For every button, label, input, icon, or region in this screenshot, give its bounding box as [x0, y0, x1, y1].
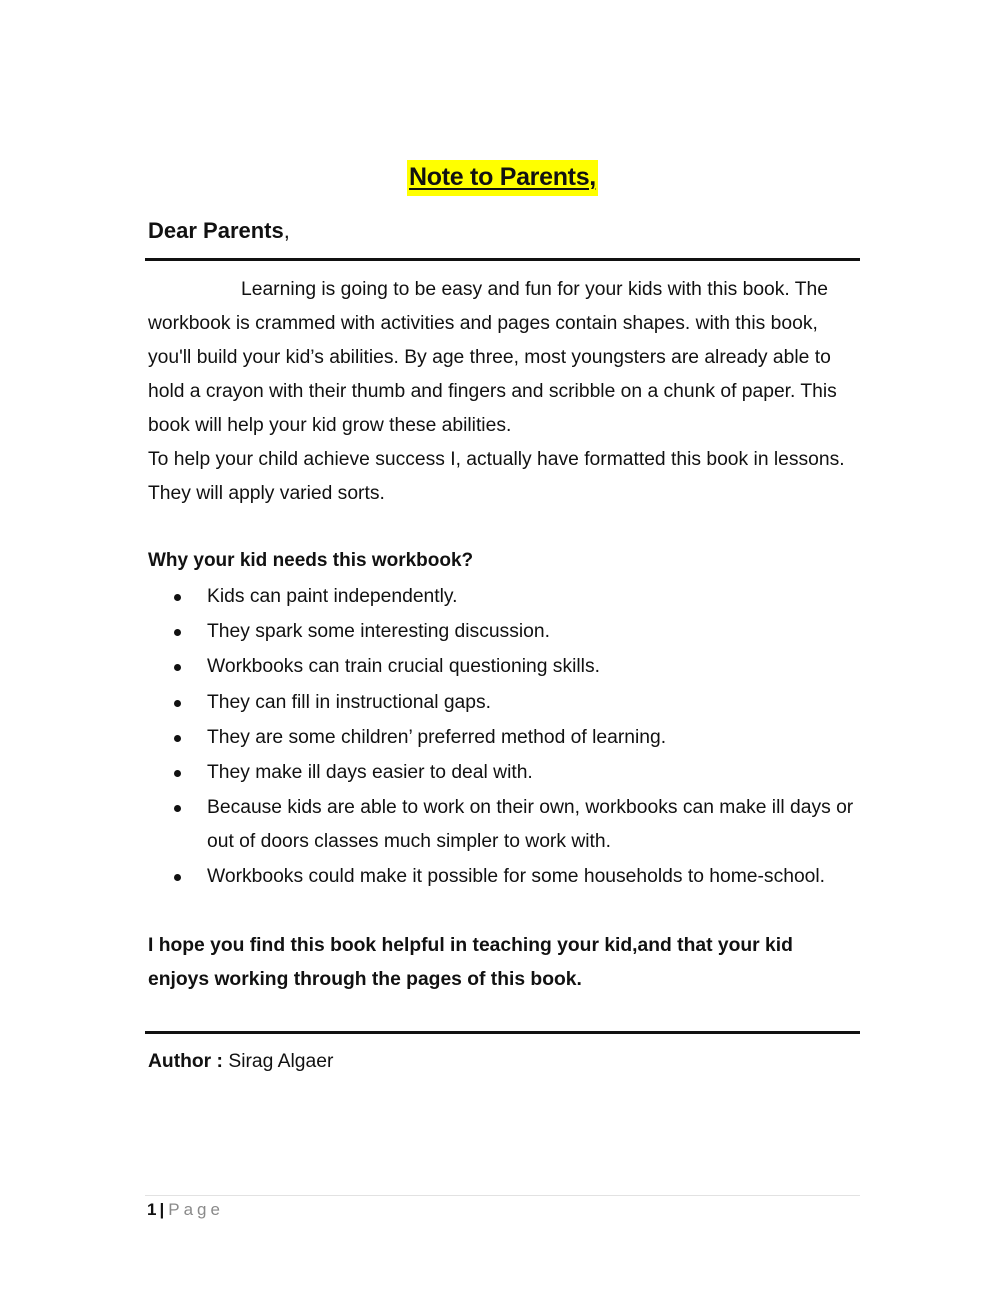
closing-statement: I hope you find this book helpful in teaching your kid,and that your kid enjoys working through the pages of this book.: [148, 935, 793, 990]
document-title: Note to Parents,: [407, 160, 598, 196]
author-label: Author :: [148, 1051, 223, 1072]
bullet-icon: [174, 700, 181, 707]
list-item-text: They can fill in instructional gaps.: [207, 691, 492, 713]
list-item: [148, 860, 863, 894]
footer-separator: |: [159, 1200, 165, 1219]
title-container: [0, 160, 1005, 196]
greeting-bold: Dear Parents: [148, 218, 284, 243]
divider-bottom: [145, 1031, 860, 1034]
list-item: [148, 580, 863, 614]
page-label: Page: [168, 1200, 224, 1219]
bullet-icon: [174, 735, 181, 742]
bullet-icon: [174, 594, 181, 601]
author-name: Sirag Algaer: [228, 1051, 334, 1072]
second-paragraph: To help your child achieve success I, actually have formatted this book in lessons. They will apply varied sorts.: [148, 449, 845, 504]
bullet-icon: [174, 805, 181, 812]
list-item-text: They make ill days easier to deal with.: [207, 761, 533, 783]
bullet-icon: [174, 629, 181, 636]
list-item: [148, 791, 863, 859]
intro-paragraph: Learning is going to be easy and fun for your kids with this book. The workbook is crammed with activities and pages contain shapes. with this book, you'll build your kid’s abilities. By age three, most youngsters are already able to hold a crayon with their thumb and fingers and scribble on a chunk of paper. This book will help your kid grow these abilities.: [148, 279, 837, 436]
bullet-icon: [174, 664, 181, 671]
bullet-icon: [174, 874, 181, 881]
list-item-text: Workbooks can train crucial questioning skills.: [207, 656, 600, 678]
list-item-text: Workbooks could make it possible for some households to home-school.: [207, 866, 826, 888]
list-item: [148, 721, 863, 755]
page-footer: [147, 1198, 224, 1222]
footer-divider: [145, 1195, 860, 1196]
bullet-icon: [174, 770, 181, 777]
greeting-suffix: ,: [283, 218, 290, 243]
why-heading: Why your kid needs this workbook?: [148, 550, 474, 571]
list-item: [148, 756, 863, 790]
list-item-text: Because kids are able to work on their own, workbooks can make ill days or out of doors classes much simpler to work with.: [207, 797, 854, 853]
page-number: 1: [147, 1200, 157, 1219]
list-item-text: They are some children’ preferred method of learning.: [207, 726, 667, 748]
list-item-text: They spark some interesting discussion.: [207, 621, 550, 643]
greeting: [148, 216, 290, 246]
list-item: [148, 650, 863, 684]
divider-top: [145, 258, 860, 261]
author-line: [148, 1046, 333, 1078]
reasons-list: [148, 580, 863, 896]
list-item: [148, 615, 863, 649]
list-item-text: Kids can paint independently.: [207, 586, 458, 607]
list-item: [148, 686, 863, 720]
